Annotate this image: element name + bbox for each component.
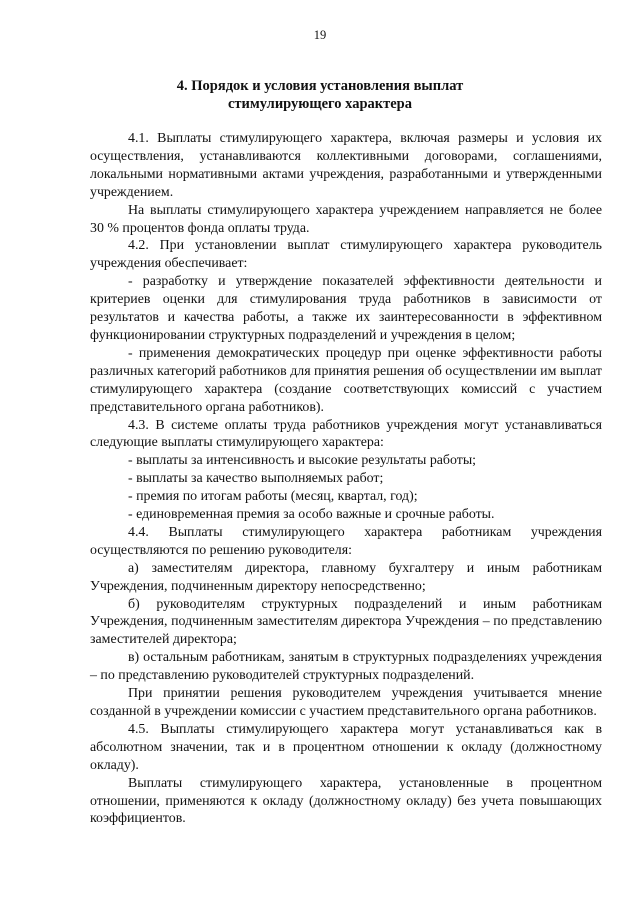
paragraph: Выплаты стимулирующего характера, установленные в процентном отношении, применяются к окладу (должностному окладу) без учета повышающих коэффициентов. <box>90 775 602 827</box>
paragraph: б) руководителям структурных подразделений и иным работникам Учреждения, подчиненным заместителям директора Учреждения – по представлению заместителей директора; <box>90 596 602 648</box>
paragraph: 4.4. Выплаты стимулирующего характера работникам учреждения осуществляются по решению руководителя: <box>90 524 602 558</box>
paragraph: в) остальным работникам, занятым в структурных подразделениях учреждения – по представлению руководителей структурных подразделений. <box>90 650 602 684</box>
paragraph: - разработку и утверждение показателей эффективности деятельности и критериев оценки для стимулирования труда работников в зависимости от результатов и качества работы, а также их заинтересованности в эффективном функционировании структурных подразделений и учреждения в целом; <box>90 274 602 343</box>
list-item: - премия по итогам работы (месяц, квартал, год); <box>128 489 418 505</box>
section-heading <box>90 77 550 113</box>
paragraph: При принятии решения руководителем учреждения учитывается мнение созданной в учреждении комиссии с участием представительного органа работников. <box>90 686 602 719</box>
document-body <box>90 130 602 828</box>
list-item: - единовременная премия за особо важные и срочные работы. <box>128 507 495 523</box>
section-heading-line-2: стимулирующего характера <box>228 96 412 112</box>
paragraph: - применения демократических процедур при оценке эффективности работы различных категорий работников для принятия решения об осуществлении им выплат стимулирующего характера (создание соответствующих комиссий с участием представительного органа работников). <box>90 345 602 415</box>
paragraph: 4.5. Выплаты стимулирующего характера могут устанавливаться как в абсолютном значении, так и в процентном отношении к окладу (должностному окладу). <box>90 721 602 773</box>
paragraph: 4.1. Выплаты стимулирующего характера, включая размеры и условия их осуществления, устанавливаются коллективными договорами, соглашениями, локальными нормативными актами учреждения, разработанными и утвержденными учреждением. <box>90 131 602 200</box>
paragraph: 4.3. В системе оплаты труда работников учреждения могут устанавливаться следующие выплаты стимулирующего характера: <box>90 417 602 451</box>
paragraph: 4.2. При установлении выплат стимулирующего характера руководитель учреждения обеспечивает: <box>90 238 602 272</box>
list-item: - выплаты за интенсивность и высокие результаты работы; <box>128 453 477 469</box>
page-number: 19 <box>313 28 327 42</box>
paragraph: На выплаты стимулирующего характера учреждением направляется не более 30 % процентов фонда оплаты труда. <box>90 202 602 236</box>
section-heading-line-1: 4. Порядок и условия установления выплат <box>176 78 464 94</box>
paragraph: а) заместителям директора, главному бухгалтеру и иным работникам Учреждения, подчиненным директору непосредственно; <box>90 560 602 594</box>
list-item: - выплаты за качество выполняемых работ; <box>128 471 384 487</box>
